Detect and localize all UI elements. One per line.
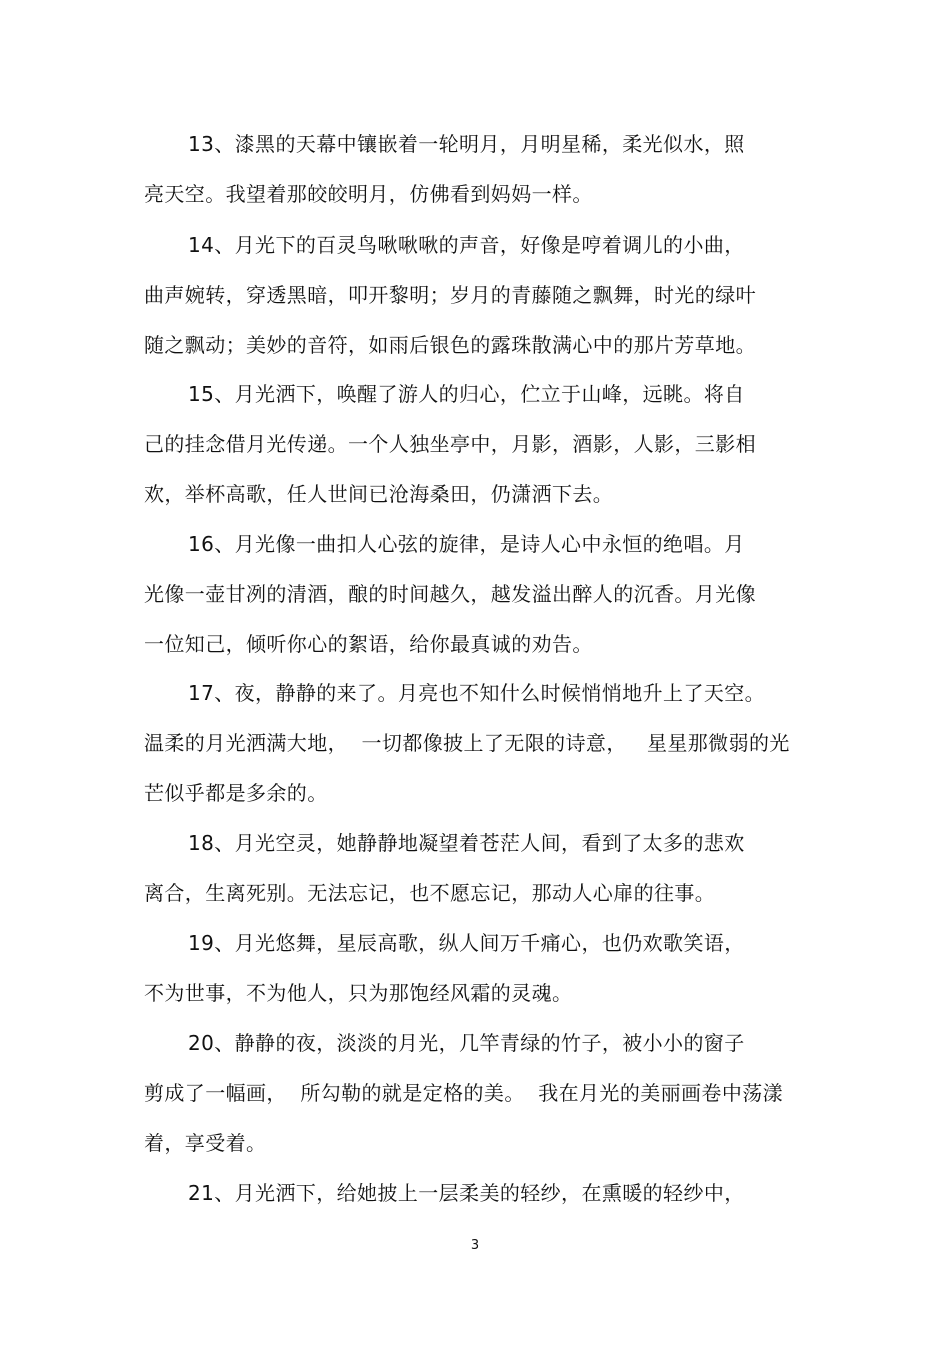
text-line: 不为世事，不为他人，只为那饱经风霜的灵魂。 xyxy=(144,981,573,1005)
text-line: 17、夜，静静的来了。月亮也不知什么时候悄悄地升上了天空。 xyxy=(188,681,766,705)
text-line: 一位知己，倾听你心的絮语，给你最真诚的劝告。 xyxy=(144,632,593,656)
text-line: 19、月光悠舞，星辰高歌，纵人间万千痛心，也仍欢歌笑语， xyxy=(188,931,745,955)
text-line: 21、月光洒下，给她披上一层柔美的轻纱，在熏暖的轻纱中， xyxy=(188,1181,745,1205)
text-line: 欢，举杯高歌，任人世间已沧海桑田，仍潇洒下去。 xyxy=(144,482,614,506)
text-line: 18、月光空灵，她静静地凝望着苍茫人间，看到了太多的悲欢 xyxy=(188,831,745,855)
text-line: 芒似乎都是多余的。 xyxy=(144,781,328,805)
text-line: 14、月光下的百灵鸟啾啾啾的声音，好像是哼着调儿的小曲， xyxy=(188,233,745,257)
text-line: 13、漆黑的天幕中镶嵌着一轮明月，月明星稀，柔光似水，照 xyxy=(188,132,745,156)
text-line: 16、月光像一曲扣人心弦的旋律，是诗人心中永恒的绝唱。月 xyxy=(188,532,745,556)
text-line: 15、月光洒下，唤醒了游人的归心，伫立于山峰，远眺。将自 xyxy=(188,382,745,406)
text-line: 己的挂念借月光传递。一个人独坐亭中，月影，酒影，人影，三影相 xyxy=(144,432,756,456)
page-number: 3 xyxy=(470,1238,480,1253)
text-line: 20、静静的夜，淡淡的月光，几竿青绿的竹子，被小小的窗子 xyxy=(188,1031,745,1055)
text-line: 随之飘动；美妙的音符，如雨后银色的露珠散满心中的那片芳草地。 xyxy=(144,333,756,357)
text-line: 离合，生离死别。无法忘记，也不愿忘记，那动人心扉的往事。 xyxy=(144,881,716,905)
text-line: 剪成了一幅画， 所勾勒的就是定格的美。 我在月光的美丽画卷中荡漾 xyxy=(144,1081,784,1105)
text-line: 亮天空。我望着那皎皎明月，仿佛看到妈妈一样。 xyxy=(144,182,593,206)
text-line: 温柔的月光洒满大地， 一切都像披上了无限的诗意， 星星那微弱的光 xyxy=(144,731,790,755)
text-line: 着，享受着。 xyxy=(144,1131,267,1155)
text-line: 曲声婉转，穿透黑暗，叩开黎明；岁月的青藤随之飘舞，时光的绿叶 xyxy=(144,283,756,307)
text-line: 光像一壶甘冽的清酒，酿的时间越久，越发溢出醉人的沉香。月光像 xyxy=(144,582,756,606)
